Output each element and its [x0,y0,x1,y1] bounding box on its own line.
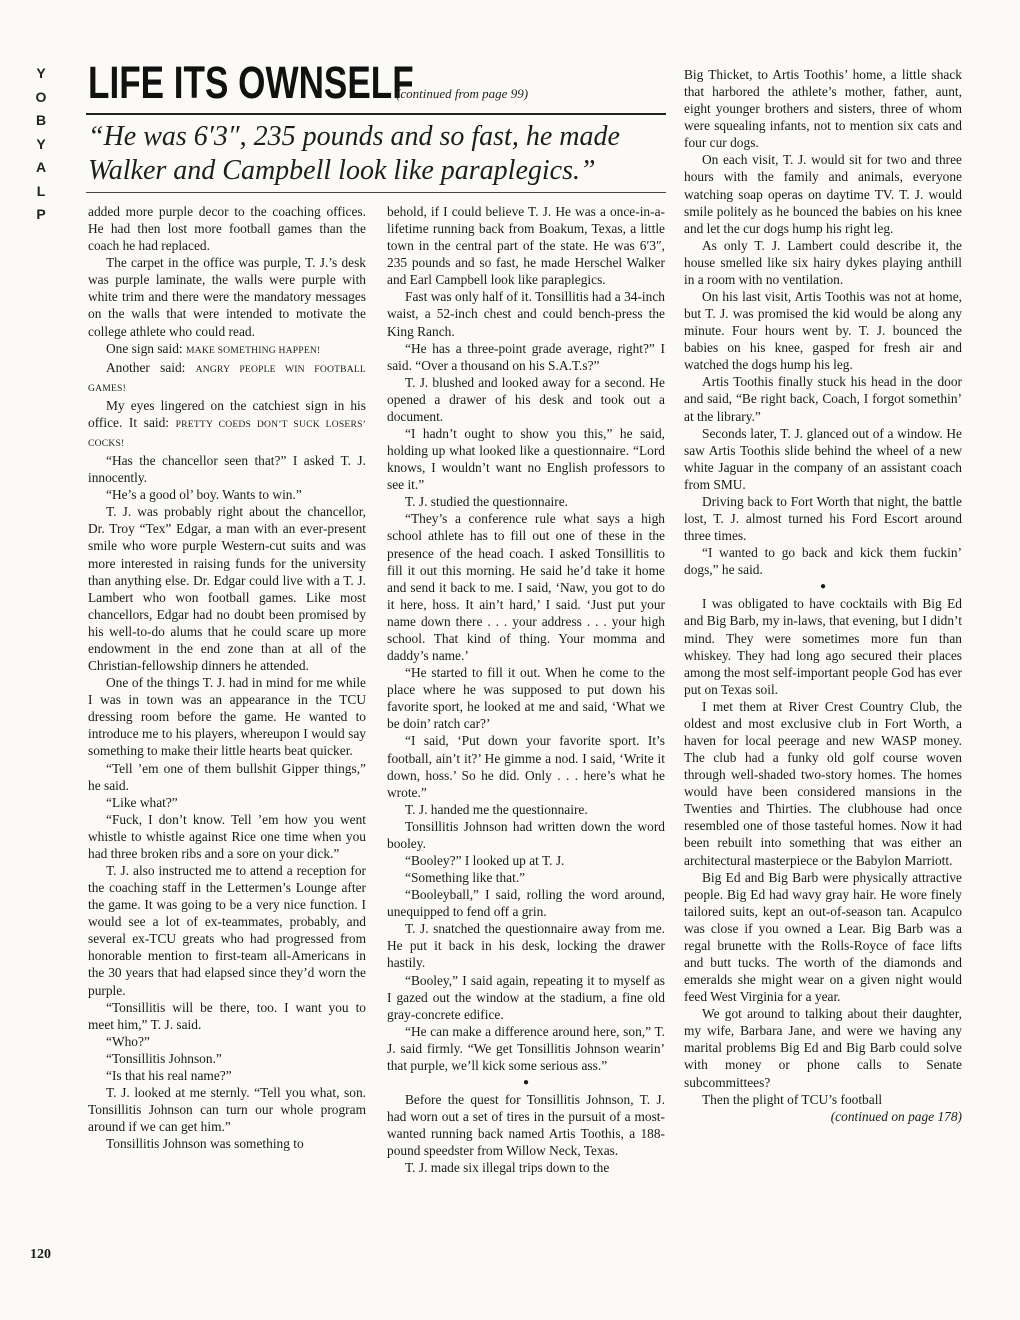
magazine-letter: Y [36,135,46,152]
paragraph: Tonsillitis Johnson had written down the word booley. [387,818,665,851]
paragraph: Artis Toothis finally stuck his head in the door and said, “Be right back, Coach, I forgot somethin’ at the library.” [684,374,962,424]
paragraph: Before the quest for Tonsillitis Johnson, T. J. had worn out a set of tires in the pursuit of a most-wanted running back named Artis Toothis, a 188-pound speedster from Willow Neck, Texas. [387,1091,665,1159]
paragraph: We got around to talking about their daughter, my wife, Barbara Jane, and were we having any marital problems Big Ed and Big Barb could solve with money or phone calls to Senate subcommittees? [684,1006,962,1090]
article-title: LIFE ITS OWNSELF [88,57,414,108]
section-break-bullet-icon: ● [522,1076,530,1088]
paragraph: Seconds later, T. J. glanced out of a window. He saw Artis Toothis slide behind the wheel of a new white Jaguar in the company of an assistant coach from SMU. [684,425,962,492]
paragraph: Then the plight of TCU’s football [702,1091,883,1107]
paragraph: T. J. also instructed me to attend a reception for the coaching staff in the Lettermen’s Lounge after the game. It was going to be a very nice function. I would see a lot of ex-teammates, probably, and several ex-TCU greats who had progressed from honorable mention to first-team all-Americans in the 30 years that had elapsed since they’d worn the purple. [88,862,366,998]
paragraph: “Tell ’em one of them bullshit Gipper things,” he said. [88,760,366,793]
paragraph: “Tonsillitis Johnson.” [106,1050,222,1066]
section-break-bullet-icon: ● [819,581,827,593]
paragraph: Driving back to Fort Worth that night, the battle lost, T. J. almost turned his Ford Escort around three times. [684,493,962,544]
sign-text: PRETTY COEDS DON’T SUCK LOSERS’ COCKS! [88,418,366,450]
paragraph: I was obligated to have cocktails with Big Ed and Big Barb, my in-laws, that evening, but I didn’t mind. They were sometimes more fun than whiskey. They had long ago secured their places among the most self-important people God has ever put on Texas soil. [684,596,962,697]
magazine-letter: A [35,159,47,175]
sign-text: ANGRY PEOPLE WIN FOOTBALL GAMES! [88,363,366,394]
paragraph: Tonsillitis Johnson was something to [106,1136,304,1152]
paragraph: As only T. J. Lambert could describe it, the house smelled like six hairy dykes playing anthill in a room with no ventilation. [684,237,962,287]
text: One sign said: [106,340,186,356]
paragraph: T. J. snatched the questionnaire away from me. He put it back in his desk, locking the drawer hastily. [387,921,665,971]
paragraph: “Booley?” I looked up at T. J. [405,852,565,868]
paragraph: “They’s a conference rule what says a high school athlete has to fill out one of these in the presence of the head coach. I asked Tonsillitis to fill it out this morning. He said he’d take it home and send it back to me. I said, ‘Naw, you got to do it here, hoss. It ain’t hard,’ I said. ‘Just put your name down there . . . your address . . . your high school. That kind of thing. Your momma and daddy’s name.’ [387,511,665,664]
continued-from-note: (continued from page 99) [396,86,529,101]
paragraph: “He has a three-point grade average, right?” I said. “Over a thousand on his S.A.T.s?” [387,340,665,373]
paragraph: T. J. made six illegal trips down to the [405,1160,610,1176]
paragraph: On each visit, T. J. would sit for two and three hours with the family and animals, everyone watching soap operas on daytime TV. T. J. would smile politely as he bounced the babies on his knee and let the cur dogs hump his right leg. [684,152,962,236]
paragraph: Big Ed and Big Barb were physically attractive people. Big Ed had wavy gray hair. He wore finely tailored suits, kept an out-of-season tan. Acapulco was close if you owned a Lear. Big Barb was a regal brunette with the Rolls-Royce of face lifts and butt tucks. The worth of the diamonds and emeralds she might wear on a given night would feed West Virginia for a year. [684,869,962,1005]
paragraph: added more purple decor to the coaching offices. He had then lost more football games than the coach he had replaced. [88,204,366,254]
column-2 [387,203,665,1176]
paragraph: “Who?” [106,1033,150,1049]
paragraph: “He can make a difference around here, son,” T. J. said firmly. “We get Tonsillitis Johnson wearin’ that purple, we’ll kick some serious ass.” [387,1023,665,1073]
paragraph [88,340,366,359]
magazine-letter: P [36,206,46,222]
paragraph: “Tonsillitis will be there, too. I want you to meet him,” T. J. said. [88,999,366,1032]
paragraph: Fast was only half of it. Tonsillitis had a 34-inch waist, a 52-inch chest and could bench-press the King Ranch. [387,289,665,339]
magazine-letter: O [35,88,47,105]
paragraph: One of the things T. J. had in mind for me while I was in town was an appearance in the TCU dressing room before the game. He wanted to introduce me to his players, whereupon I would say something to make their little hearts beat quicker. [88,675,366,759]
magazine-name-vertical [30,62,52,227]
pull-quote-rule [86,192,666,193]
paragraph: behold, if I could believe T. J. He was a once-in-a-lifetime running back from Boakum, Texas, a little town in the central part of the state. He was 6′3″, 235 pounds and so fast, he made Herschel Walker and Earl Campbell look like paraplegics. [387,204,665,288]
paragraph: “Like what?” [106,794,178,810]
paragraph: The carpet in the office was purple, T. J.’s desk was purple laminate, the walls were purple with white trim and there were the mandatory messages on the walls that were intended to motivate the college athlete who could read. [88,255,366,339]
magazine-letter: L [36,182,46,199]
sign-text: MAKE SOMETHING HAPPEN! [185,344,321,356]
paragraph: T. J. blushed and looked away for a second. He opened a drawer of his desk and took out a document. [387,374,665,424]
paragraph: T. J. looked at me sternly. “Tell you what, son. Tonsillitis Johnson can turn our whole program around if we can get him.” [88,1084,366,1135]
text: My eyes lingered on the catchiest sign in his office. It said: [88,397,366,430]
paragraph: Big Thicket, to Artis Toothis’ home, a little shack that harbored the athlete’s mother, father, aunt, eight younger brothers and sisters, three of whom were squealing infants, not to mention six cats and four cur dogs. [684,67,962,151]
paragraph: T. J. was probably right about the chancellor, Dr. Troy “Tex” Edgar, a man with an ever-present smile who wore purple Western-cut suits and was more interested in raising funds for the university than anything else. Dr. Edgar could live with a T. J. Lambert who won football games. Like most chancellors, Edgar had no doubt been promised by his well-to-do alums that he could scare up more endowment in the end zone than at all of the Christian-fellowship dinners he attended. [88,504,366,674]
pull-quote: “He was 6′3″, 235 pounds and so fast, he made Walker and Campbell look like paraplegics.” [88,121,620,186]
paragraph: On his last visit, Artis Toothis was not at home, but T. J. was promised the kid would be along any minute. Four hours went by. T. J. bounced the babies on his knee, gasped for fresh air and watched the dogs hump his leg. [684,289,962,373]
paragraph: “He started to fill it out. When he come to the place where he was supposed to put down his favorite sport, he looked at me and said, ‘What we be doin’ ratch car?’ [387,665,665,732]
paragraph: “Something like that.” [405,870,526,886]
paragraph: “I wanted to go back and kick them fuckin’ dogs,” he said. [684,545,962,578]
text: Another said: [106,359,196,375]
continued-on-note: (continued on page 178) [830,1108,962,1124]
magazine-letter: Y [36,65,46,81]
paragraph: “Booley,” I said again, repeating it to myself as I gazed out the window at the stadium, a fine old gray-concrete edifice. [387,972,665,1022]
paragraph [88,359,366,397]
paragraph: T. J. handed me the questionnaire. [405,801,588,817]
paragraph: “Fuck, I don’t know. Tell ’em how you went whistle to whistle against Rice one time when you had three broken ribs and a sore on your dick.” [88,811,366,861]
column-3 [684,66,962,1125]
paragraph: “Is that his real name?” [106,1067,232,1083]
header-rule [86,113,666,115]
paragraph: T. J. studied the questionnaire. [405,494,569,510]
paragraph: “Has the chancellor seen that?” I asked T. J. innocently. [88,453,366,486]
magazine-letter: B [35,112,47,128]
paragraph [88,397,366,452]
paragraph: “Booleyball,” I said, rolling the word around, unequipped to fend off a grin. [387,887,665,920]
paragraph: “I hadn’t ought to show you this,” he said, holding up what looked like a questionnaire. “Lord knows, I wouldn’t want no English professors to see it.” [387,426,665,493]
paragraph: I met them at River Crest Country Club, the oldest and most exclusive club in Fort Worth, a haven for local peerage and new WASP money. The club had a funky old golf course woven through well-shaded two-story homes. The homes would have been considered mansions in the Twenties and Thirties. The clubhouse had once resembled one of those tasteful homes. Now it had been rebuilt into something that was either an architectural masterpiece or the Babylon Marriott. [684,698,962,868]
paragraph: “I said, ‘Put down your favorite sport. It’s football, ain’t it?’ He gimme a nod. I said, ‘Write it down, hoss.’ So he did. Only . . . here’s what he wrote.” [387,733,665,800]
column-1 [88,203,366,1152]
paragraph: “He’s a good ol’ boy. Wants to win.” [106,487,302,503]
page-number: 120 [30,1247,51,1262]
